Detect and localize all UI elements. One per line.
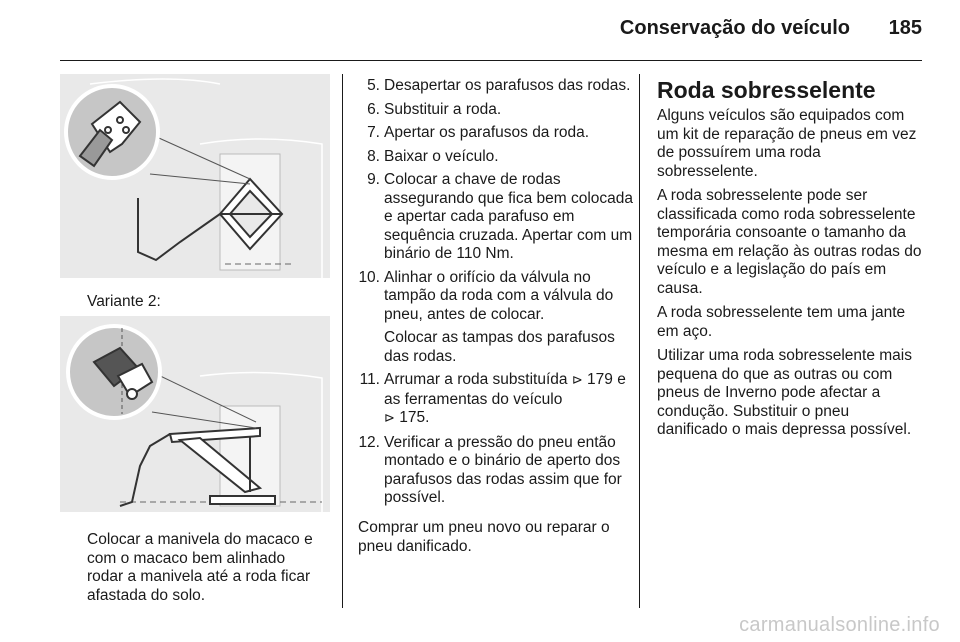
watermark: carmanualsonline.info <box>739 614 940 636</box>
figure-caption-variant: Variante 2: <box>87 293 161 310</box>
list-item: 10. Alinhar o orifício da válvula no tampão da roda com a válvula do pneu, antes de colocar. Colocar as tampas dos parafusos das rodas. <box>358 269 634 367</box>
list-item: 9. Colocar a chave de rodas assegurando que fica bem colocada e apertar cada parafuso em sequência cruzada. Apertar com um binário de 110 Nm. <box>367 171 634 262</box>
page-number: 185 <box>888 17 922 39</box>
list-item: 12. Verificar a pressão do pneu então montado e o binário de aperto dos parafusos das rodas assim que for possível. <box>358 433 622 506</box>
paragraph: Utilizar uma roda sobresselente mais pequena do que as outras ou com pneus de Inverno pode afectar a condução. Substituir o pneu danificado o mais depressa possível. <box>657 347 912 438</box>
list-item: 5. Desapertar os parafusos das rodas. <box>367 77 631 94</box>
jack-illustration-variant-1 <box>60 74 330 278</box>
reference-arrow-icon: ⊳ <box>384 411 395 426</box>
section-heading: Roda sobresselente <box>657 77 876 103</box>
list-item: 8. Baixar o veículo. <box>367 147 499 165</box>
paragraph: Alguns veículos são equipados com um kit de reparação de pneus em vez de possuírem uma roda sobresselente. <box>657 107 917 180</box>
list-item: 7. Apertar os parafusos da roda. <box>367 124 590 141</box>
list-item: 6. Substituir a roda. <box>367 100 502 118</box>
figure-caption-instruction: Colocar a manivela do macaco e com o macaco bem alinhado rodar a manivela até a roda ficar afastada do solo. <box>87 531 313 604</box>
page-reference-link[interactable]: 179 <box>587 371 613 388</box>
paragraph: A roda sobresselente tem uma jante em aço. <box>657 304 906 340</box>
column-divider-right <box>639 74 640 608</box>
page-reference-link[interactable]: 175. <box>399 409 430 426</box>
header-divider <box>60 60 922 61</box>
column-divider-left <box>342 74 343 608</box>
reference-arrow-icon: ⊳ <box>571 373 583 388</box>
list-item: 11. Arrumar a roda substituída ⊳ 179 e as ferramentas do veículo ⊳ 175. <box>359 371 626 426</box>
procedure-steps <box>358 77 634 513</box>
step-note: Colocar as tampas dos parafusos das rodas. <box>384 329 615 365</box>
jack-illustration-variant-2 <box>60 316 330 512</box>
section-title: Conservação do veículo <box>619 17 850 39</box>
closing-paragraph: Comprar um pneu novo ou reparar o pneu danificado. <box>358 519 610 555</box>
spare-wheel-section <box>657 77 923 446</box>
paragraph: A roda sobresselente pode ser classificada como roda sobresselente temporária consoante o tamanho da mesma em relação às outras rodas do veículo e a legislação do país em causa. <box>657 187 922 297</box>
